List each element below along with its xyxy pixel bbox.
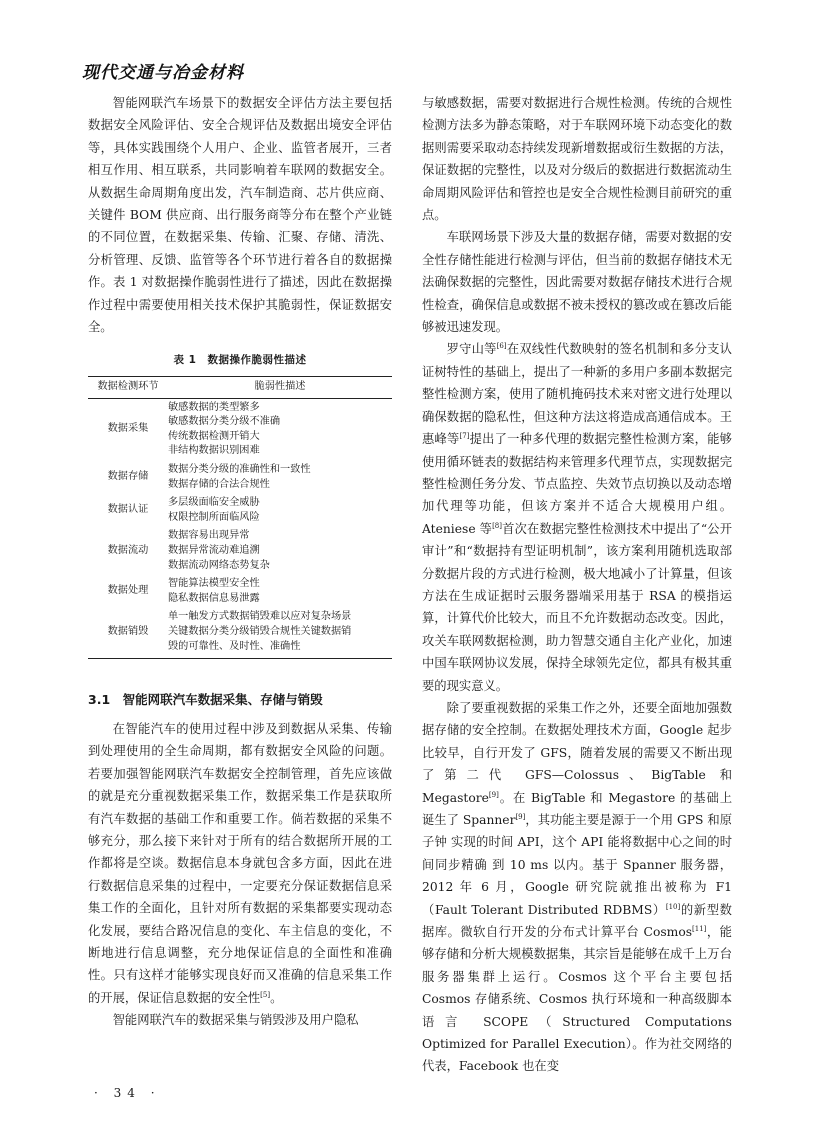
paragraph-text: 提出了一种多代理的数据完整性检测方案，能够使用循环链表的数据结构来管理多代理节点，实现数据完整性检测任务分发、节点监控、失效节点切换以及动态增加代理等功能，但该方案并不适合大规模用户组。Ateniese 等 [422, 432, 732, 536]
citation-ref: [9] [488, 790, 499, 799]
page-number: · 34 · [94, 1086, 161, 1100]
table-cell-description [168, 575, 392, 608]
paragraph-text: 首次在数据完整性检测技术中提出了“公开审计”和“数据持有型证明机制”，该方案利用随机选取部分数据片段的方式进行检测，极大地减小了计算量，但该方法在生成证据时云服务器端采用基于 RSA 的模指运算，计算代价比较大，而且不允许数据动态改变。因此，攻关车联网数据检测，助力智慧交通自主化产业化，加速中国车联网协议发展，保持全球领先定位，都具有极其重要的现实意义。 [422, 521, 732, 693]
journal-title: 现代交通与冶金材料 [82, 63, 244, 83]
description-line: 数据流动网络态势复杂 [168, 559, 270, 571]
citation-ref: [7] [459, 432, 470, 440]
description-line: 非结构数据识别困难 [168, 445, 260, 457]
description-line: 传统数据检测开销大 [168, 430, 260, 442]
table-cell-stage: 数据销毁 [88, 608, 168, 658]
table-cell-stage: 数据认证 [107, 504, 149, 516]
table-cell-description [168, 398, 392, 461]
body-paragraph: 与敏感数据，需要对数据进行合规性检测。传统的合规性检测方法多为静态策略，对于车联网环境下动态变化的数据则需要采取动态持续发现新增数据或衍生数据的方法，保证数据的完整性，以及对分级后的数据进行数据流动生命周期风险评估和管控也是安全合规性检测目前研究的重点。 [422, 96, 732, 223]
table-cell-stage: 数据存储 [107, 471, 149, 483]
description-line: 数据分类分级的准确性和一致性 [168, 463, 311, 475]
left-column-top [88, 92, 392, 338]
description-line: 数据存储的合法合规性 [168, 478, 270, 490]
table-header-description: 脆弱性描述 [168, 377, 392, 399]
description-line: 毁的可靠性、及时性、准确性 [168, 640, 301, 652]
table-row [88, 461, 392, 494]
body-paragraph: 智能网联汽车的数据采集与销毁涉及用户隐私 [112, 1013, 359, 1028]
vulnerability-table [88, 376, 392, 659]
table-row [88, 527, 392, 575]
paragraph-text: 除了要重视数据的采集工作之外，还要全面地加强数据存储的安全控制。在数据处理技术方面，Google 起步比较早，自行开发了 GFS，随着发展的需要又不断出现了第二代 GFS—Colossus、BigTable 和 Megastore [422, 700, 732, 805]
table-header-stage: 数据检测环节 [88, 377, 168, 399]
table-cell-description [168, 527, 392, 575]
description-line: 智能算法模型安全性 [168, 578, 260, 590]
description-line: 隐私数据信息易泄露 [168, 592, 260, 604]
citation-ref: [11] [692, 924, 707, 933]
paragraph-text: 。在 BigTable 和 Megastore 的基础上诞生了 Spanner [422, 790, 732, 827]
body-paragraph: 车联网场景下涉及大量的数据存储，需要对数据的安全性存储性能进行检测与评估，但当前的数据存储技术无法确保数据的完整性，因此需要对数据存储技术进行合规性检查，确保信息或数据不被未授权的篡改或在篡改后能够被迅速发现。 [422, 230, 732, 335]
right-column [422, 92, 732, 1078]
paragraph-text: ，其功能主要是源于一个用 GPS 和原子钟 实现的时间 API，这个 API 能将数据中心之间的时间同步精确 到 10 ms 以内。基于 Spanner 服务器，2012 年 6 月，Google 研究院就推出被称为 F1（Fault Tolerant Distributed RDBMS） [422, 813, 732, 917]
table-cell-description [168, 494, 392, 527]
citation-ref: [8] [492, 521, 502, 530]
table-1 [88, 352, 392, 659]
table-caption: 表 1 数据操作脆弱性描述 [173, 354, 307, 366]
description-line: 权限控制所面临风险 [168, 511, 260, 523]
description-line: 敏感数据分类分级不准确 [168, 416, 281, 428]
table-cell-description [168, 608, 392, 658]
description-line: 单一触发方式数据销毁难以应对复杂场景 [168, 611, 352, 623]
table-row [88, 608, 392, 658]
paragraph-text: 在双线性代数映射的签名机制和多分支认证树特性的基础上，提出了一种新的多用户多副本数据完整性检测方案，使用了随机掩码技术来对密文进行处理以确保数据的隐私性，但这种方法这将造成高通信成本。王惠峰等 [422, 342, 732, 447]
table-row [88, 494, 392, 527]
table-cell-stage: 数据处理 [107, 585, 149, 597]
table-cell-stage: 数据流动 [107, 544, 149, 556]
paragraph-text: 罗守山等 [446, 342, 497, 357]
citation-ref: [9] [515, 812, 526, 821]
intro-paragraph: 智能网联汽车场景下的数据安全评估方法主要包括数据安全风险评估、安全合规评估及数据出境安全评估等，具体实践围绕个人用户、企业、监管者展开，三者相互作用、相互联系，共同影响着车联网的数据安全。从数据生命周期角度出发，汽车制造商、芯片供应商、关键件 BOM 供应商、出行服务商等分布在整个产业链的不同位置，在数据采集、传输、汇聚、存储、清洗、分析管理、反馈、监管等各个环节进行着各自的数据操作。表 1 对数据操作脆弱性进行了描述，因此在数据操作过程中需要使用相关技术保护其脆弱性，保证数据安全。 [88, 96, 392, 335]
paragraph-text: 在智能汽车的使用过程中涉及到数据从采集、传输到处理使用的全生命周期，都有数据安全风险的问题。若要加强智能网联汽车数据安全控制管理，首先应该做的就是充分重视数据采集工作，数据采集工作是获取所有汽车数据的基础工作和重要工作。倘若数据的采集不够充分，那么接下来针对于所有的结合数据所开展的工作都将是空谈。数据信息本身就包含多方面，因此在进行数据信息采集的过程中，一定要充分保证数据信息采集工作的全面化，且针对所有数据的采集都要实现动态化发展，要结合路况信息的变化、车主信息的变化，不断地进行信息调整，充分地保证信息的全面性和准确性。只有这样才能够实现良好而又准确的信息采集工作的开展，保证信息数据的安全性 [88, 722, 392, 1005]
table-row [88, 575, 392, 608]
paragraph-text: 的新型数据库。微软自行开发的分布式计算平台 Cosmos [422, 902, 732, 940]
paragraph-text: ，能够存储和分析大规模数据集，其宗旨是能够在成千上万台服务器集群上运行。Cosmos 这个平台主要包括 Cosmos 存储系统、Cosmos 执行环境和一种高级脚本语言 SCOPE（Structured Computations Optimized for Parallel Execution）。作为社交网络的代表，Facebook 也在变 [422, 925, 732, 1074]
description-line: 多层级面临安全威胁 [168, 497, 260, 509]
body-paragraph [88, 718, 392, 1009]
description-line: 数据异常流动难追溯 [168, 544, 260, 556]
description-line: 敏感数据的类型繁多 [168, 401, 260, 413]
paragraph-text: 。 [270, 990, 283, 1005]
description-line: 数据容易出现异常 [168, 530, 250, 542]
section-heading: 3.1 智能网联汽车数据采集、存储与销毁 [88, 692, 323, 707]
left-column-bottom [88, 718, 392, 1032]
citation-ref: [6] [496, 342, 507, 351]
citation-ref: [5] [260, 990, 271, 999]
description-line: 关键数据分类分级销毁合规性关键数据销 [168, 625, 352, 637]
table-row [88, 398, 392, 461]
table-cell-description [168, 461, 392, 494]
body-paragraph [422, 697, 732, 1078]
table-cell-stage: 数据采集 [107, 423, 149, 435]
citation-ref: [10] [665, 902, 681, 911]
body-paragraph [422, 338, 732, 697]
